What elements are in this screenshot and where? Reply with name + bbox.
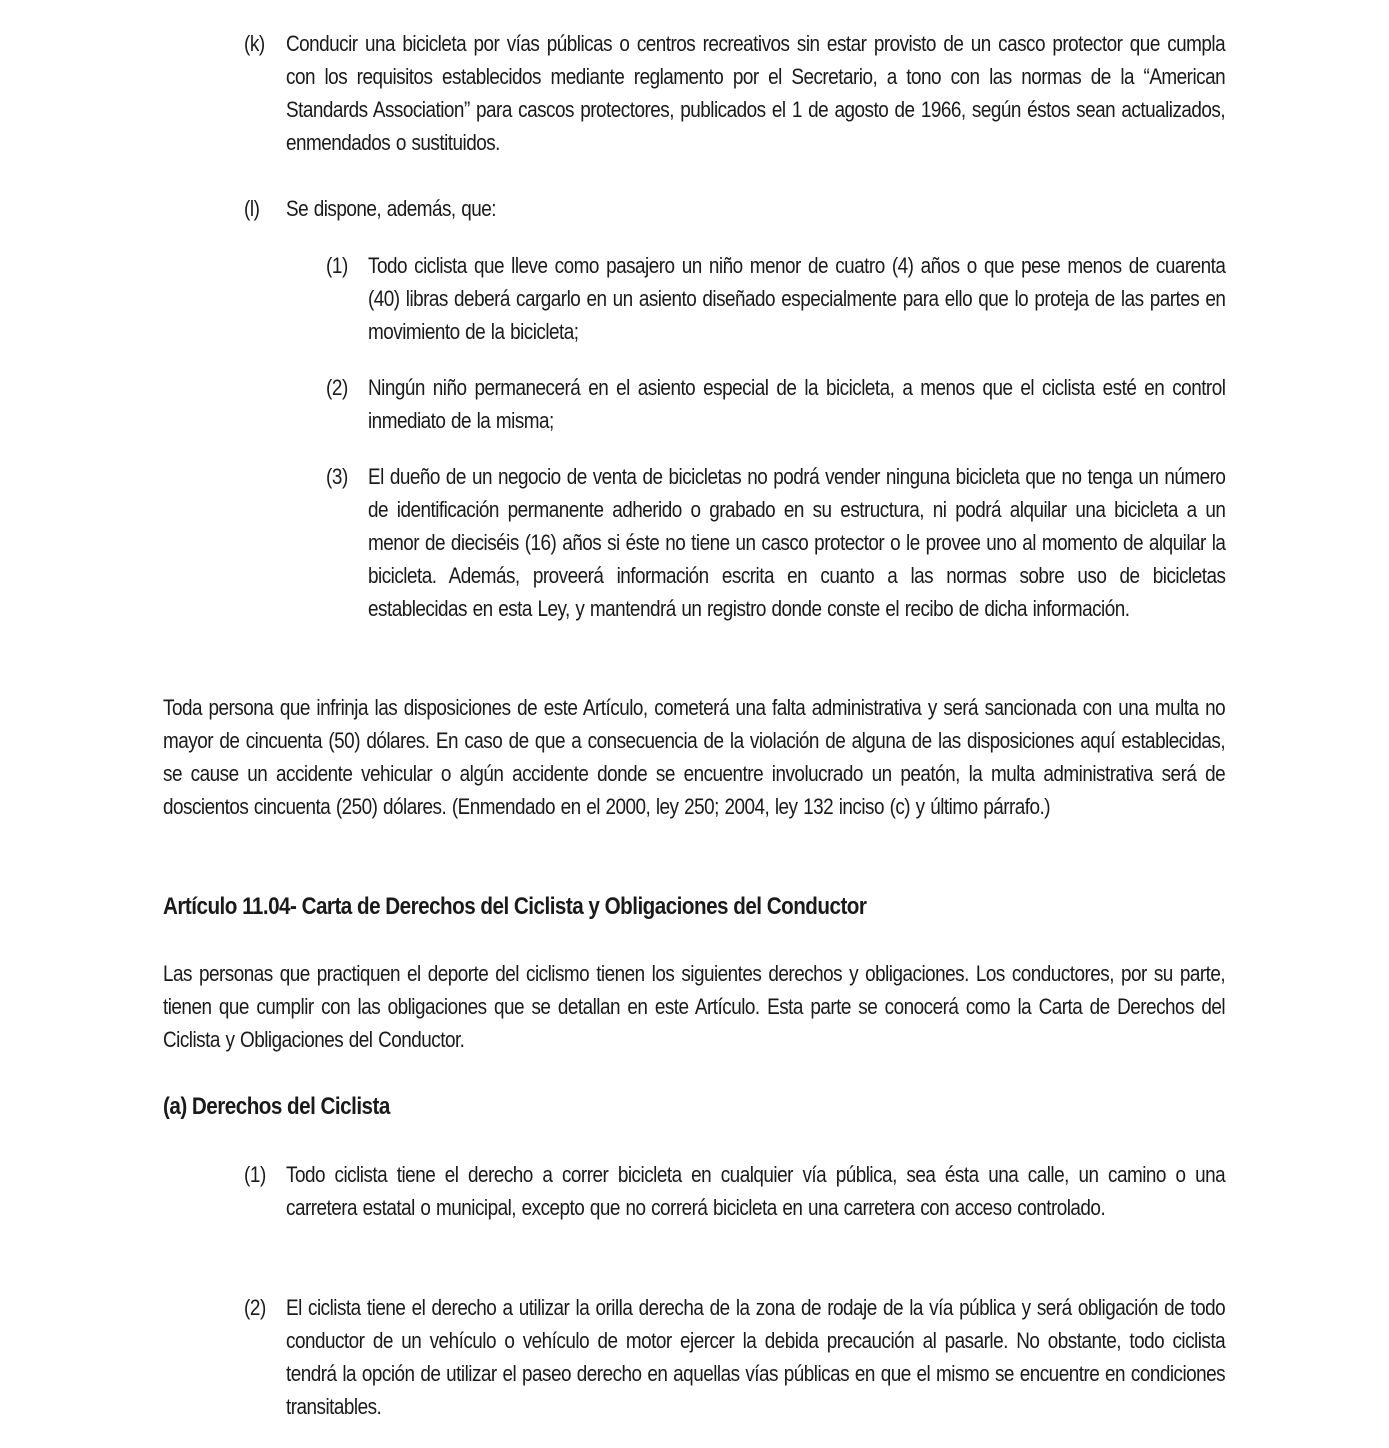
penalty-paragraph <box>163 691 1225 823</box>
section-a-marker-2: (2) <box>244 1295 266 1320</box>
list-item-l <box>286 192 1225 225</box>
section-a-item-1 <box>286 1158 1225 1224</box>
article-intro <box>163 957 1225 1056</box>
penalty-paragraph-text: Toda persona que infrinja las disposiciones de este Artículo, cometerá una falta administrativa y será sancionada con una multa no mayor de cincuenta (50) dólares. En caso de que a consecuencia de la violación de alguna de las disposiciones aquí establecidas, se cause un accidente vehicular o algún accidente donde se encuentre involucrado un peatón, la multa administrativa será de doscientos cincuenta (250) dólares. (Enmendado en el 2000, ley 250; 2004, ley 132 inciso (c) y último párrafo.) <box>163 695 1226 819</box>
list-item-k-text: Conducir una bicicleta por vías públicas o centros recreativos sin estar provisto de un casco protector que cumpla con los requisitos establecidos mediante reglamento por el Secretario, a tono con las normas de la “American Standards Association” para cascos protectores, publicados el 1 de agosto de 1966, según éstos sean actualizados, enmendados o sustituidos. <box>286 31 1226 155</box>
sublist-marker-2: (2) <box>326 375 348 400</box>
sublist-item-1-text: Todo ciclista que lleve como pasajero un niño menor de cuatro (4) años o que pese menos de cuarenta (40) libras deberá cargarlo en un asiento diseñado especialmente para ello que lo proteja de las partes en movimiento de la bicicleta; <box>368 253 1226 344</box>
sublist-item-2 <box>368 371 1225 437</box>
list-item-l-text: Se dispone, además, que: <box>286 196 497 221</box>
section-a-item-2-text: El ciclista tiene el derecho a utilizar la orilla derecha de la zona de rodaje de la vía pública y será obligación de todo conductor de un vehículo o vehículo de motor ejercer la debida precaución al pasarle. No obstante, todo ciclista tendrá la opción de utilizar el paseo derecho en aquellas vías públicas en que el mismo se encuentre en condiciones transitables. <box>286 1295 1226 1419</box>
sublist-item-1 <box>368 249 1225 348</box>
list-item-k <box>286 27 1225 159</box>
sublist-item-2-text: Ningún niño permanecerá en el asiento especial de la bicicleta, a menos que el ciclista esté en control inmediato de la misma; <box>368 375 1226 433</box>
list-marker-l: (l) <box>244 196 260 221</box>
section-a-heading: (a) Derechos del Ciclista <box>163 1093 390 1120</box>
section-a-item-2 <box>286 1291 1225 1423</box>
list-marker-k: (k) <box>244 31 265 56</box>
sublist-marker-3: (3) <box>326 464 348 489</box>
sublist-marker-1: (1) <box>326 253 348 278</box>
section-a-item-1-text: Todo ciclista tiene el derecho a correr bicicleta en cualquier vía pública, sea ésta una calle, un camino o una carretera estatal o municipal, excepto que no correrá bicicleta en una carretera con acceso controlado. <box>286 1162 1226 1220</box>
sublist-item-3-text: El dueño de un negocio de venta de bicicletas no podrá vender ninguna bicicleta que no tenga un número de identificación permanente adherido o grabado en su estructura, ni podrá alquilar una bicicleta a un menor de dieciséis (16) años si éste no tiene un casco protector o le provee uno al momento de alquilar la bicicleta. Además, proveerá información escrita en cuanto a las normas sobre uso de bicicletas establecidas en esta Ley, y mantendrá un registro donde conste el recibo de dicha información. <box>368 464 1226 621</box>
article-intro-text: Las personas que practiquen el deporte del ciclismo tienen los siguientes derechos y obligaciones. Los conductores, por su parte, tienen que cumplir con las obligaciones que se detallan en este Artículo. Esta parte se conocerá como la Carta de Derechos del Ciclista y Obligaciones del Conductor. <box>163 961 1226 1052</box>
article-heading: Artículo 11.04- Carta de Derechos del Ciclista y Obligaciones del Conductor <box>163 893 867 920</box>
section-a-marker-1: (1) <box>244 1162 266 1187</box>
sublist-item-3 <box>368 460 1225 625</box>
